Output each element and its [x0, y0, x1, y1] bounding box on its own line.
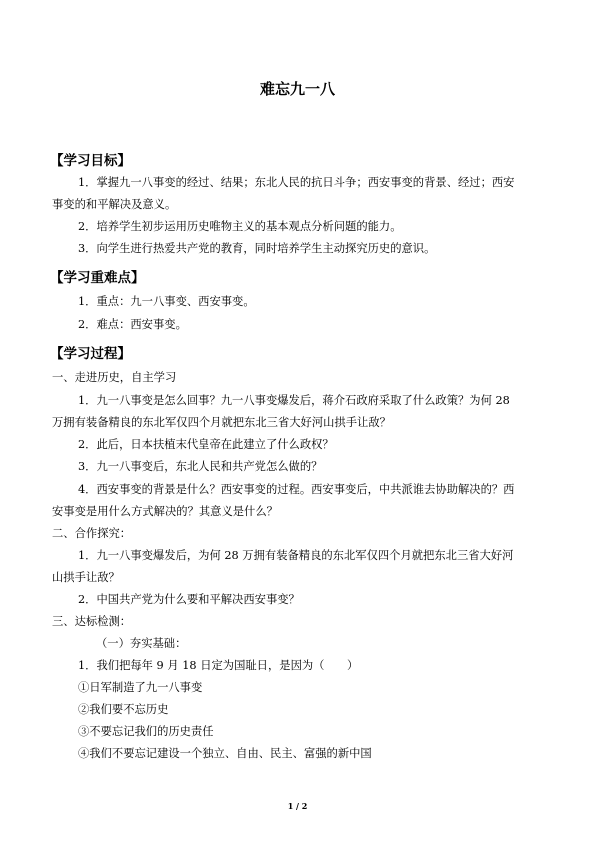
- objective-line-1: 1．掌握九一八事变的经过、结果；东北人民的抗日斗争；西安事变的背景、经过；西安: [78, 176, 515, 189]
- part1-line-4: 3．九一八事变后，东北人民和共产党怎么做的？: [78, 460, 323, 473]
- part2-line-3: 2．中国共产党为什么要和平解决西安事变？: [78, 593, 300, 606]
- page-title: 难忘九一八: [259, 80, 335, 98]
- process-heading: 【学习过程】: [50, 346, 131, 362]
- part1-line-3: 2．此后，日本扶植末代皇帝在此建立了什么政权？: [78, 438, 334, 451]
- part2-title: 二、合作探究：: [52, 527, 132, 540]
- objective-line-3: 2．培养学生初步运用历史唯物主义的基本观点分析问题的能力。: [78, 220, 402, 233]
- objective-line-4: 3．向学生进行热爱共产党的教育，同时培养学生主动探究历史的意识。: [78, 242, 436, 255]
- key-point-line-2: 2．难点：西安事变。: [78, 318, 187, 331]
- part2-line-2: 山拱手让敌？: [52, 571, 120, 584]
- part1-line-1: 1．九一八事变是怎么回事？九一八事变爆发后，蒋介石政府采取了什么政策？为何 28: [78, 394, 510, 407]
- part3-question-1: 1．我们把每年 9 月 18 日定为国耻日，是因为（ ）: [78, 659, 359, 672]
- part2-line-1: 1．九一八事变爆发后，为何 28 万拥有装备精良的东北军仅四个月就把东北三省大好河: [78, 549, 514, 562]
- part1-line-5: 4．西安事变的背景是什么？西安事变的过程。西安事变后，中共派谁去协助解决的？西: [78, 483, 515, 496]
- option-1: ①日军制造了九一八事变: [78, 681, 203, 694]
- option-4: ④我们不要忘记建设一个独立、自由、民主、富强的新中国: [78, 747, 372, 760]
- option-3: ③不要忘记我们的历史责任: [78, 725, 214, 738]
- key-point-line-1: 1．重点：九一八事变、西安事变。: [78, 295, 255, 308]
- objective-line-2: 事变的和平解决及意义。: [52, 198, 177, 211]
- part1-title: 一、走进历史，自主学习: [52, 371, 177, 384]
- key-points-heading: 【学习重难点】: [50, 270, 145, 286]
- part3-subtitle: （一）夯实基础：: [96, 637, 187, 650]
- page-number: 1 / 2: [287, 801, 308, 811]
- objectives-heading: 【学习目标】: [50, 153, 131, 169]
- part1-line-2: 万拥有装备精良的东北军仅四个月就把东北三省大好河山拱手让敌？: [52, 416, 391, 429]
- option-2: ②我们要不忘历史: [78, 703, 169, 716]
- part1-line-6: 安事变是用什么方式解决的？其意义是什么？: [52, 505, 278, 518]
- part3-title: 三、达标检测：: [52, 615, 132, 628]
